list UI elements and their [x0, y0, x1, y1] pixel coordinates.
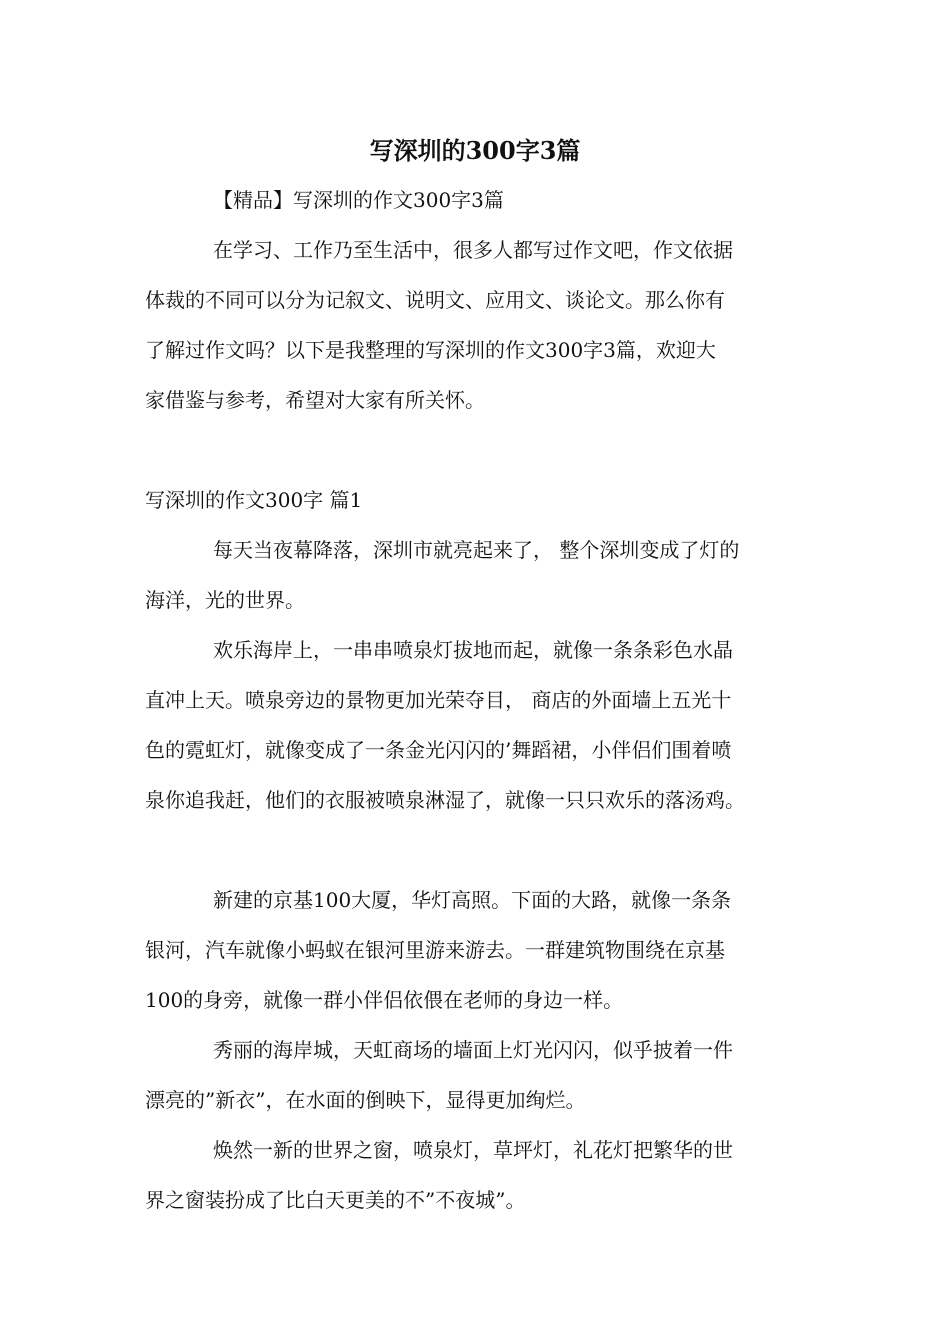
paragraph-line: 银河，汽车就像小蚂蚁在银河里游来游去。一群建筑物围绕在京基 [145, 938, 725, 962]
paragraph-line: 界之窗装扮成了比白天更美的不”不夜城”。 [145, 1188, 526, 1212]
paragraph-line: 直冲上天。喷泉旁边的景物更加光荣夺目， 商店的外面墙上五光十 [145, 688, 732, 712]
paragraph-line: 100的身旁，就像一群小伴侣依偎在老师的身边一样。 [145, 988, 624, 1012]
paragraph-line: 焕然一新的世界之窗，喷泉灯，草坪灯，礼花灯把繁华的世 [213, 1138, 733, 1162]
paragraph-line: 秀丽的海岸城，天虹商场的墙面上灯光闪闪，似乎披着一件 [213, 1038, 733, 1062]
section-heading: 写深圳的作文300字 篇1 [145, 488, 363, 512]
intro-line: 体裁的不同可以分为记叙文、说明文、应用文、谈论文。那么你有 [145, 288, 725, 312]
paragraph-line: 海洋，光的世界。 [145, 588, 305, 612]
intro-line: 在学习、工作乃至生活中，很多人都写过作文吧，作文依据 [213, 238, 733, 262]
paragraph-line: 漂亮的”新衣”，在水面的倒映下，显得更加绚烂。 [145, 1088, 586, 1112]
paragraph-line: 色的霓虹灯，就像变成了一条金光闪闪的’舞蹈裙，小伴侣们围着喷 [145, 738, 732, 762]
intro-line: 了解过作文吗？以下是我整理的写深圳的作文300字3篇，欢迎大 [145, 338, 716, 362]
intro-line: 家借鉴与参考，希望对大家有所关怀。 [145, 388, 485, 412]
paragraph-line: 欢乐海岸上，一串串喷泉灯拔地而起，就像一条条彩色水晶 [213, 638, 733, 662]
paragraph-line: 新建的京基100大厦，华灯高照。下面的大路，就像一条条 [213, 888, 732, 912]
document-subtitle: 【精品】写深圳的作文300字3篇 [213, 188, 504, 212]
paragraph-line: 每天当夜幕降落，深圳市就亮起来了， 整个深圳变成了灯的 [213, 538, 740, 562]
document-title: 写深圳的300字3篇 [369, 136, 581, 165]
paragraph-line: 泉你追我赶，他们的衣服被喷泉淋湿了，就像一只只欢乐的落汤鸡。 [145, 788, 745, 812]
